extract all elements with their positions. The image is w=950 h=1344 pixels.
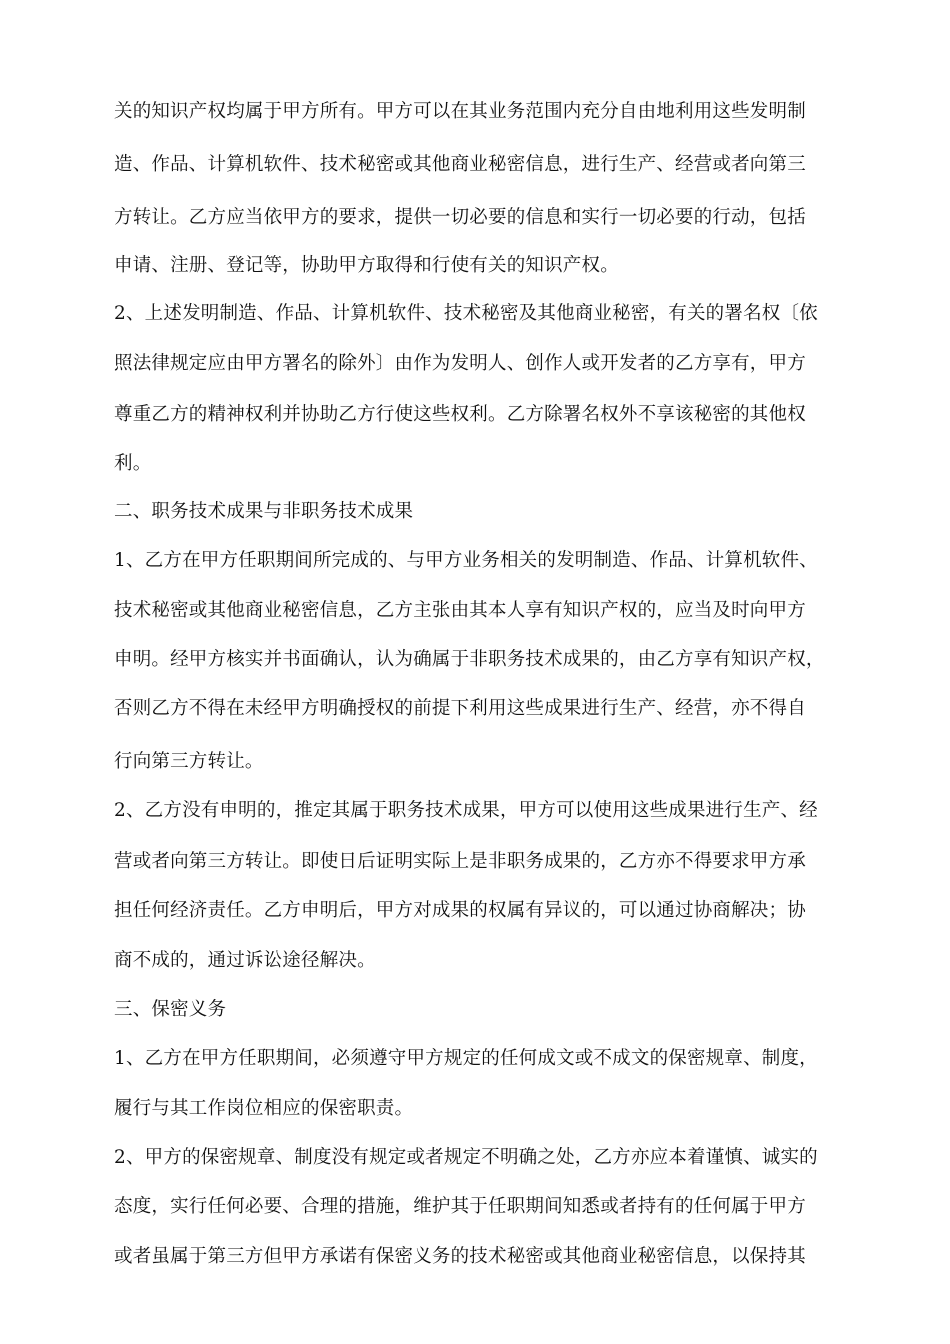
text-line: 利。 — [114, 453, 152, 474]
text-line: 2、乙方没有申明的，推定其属于职务技术成果，甲方可以使用这些成果进行生产、经 — [114, 800, 818, 821]
text-line: 方转让。乙方应当依甲方的要求，提供一切必要的信息和实行一切必要的行动，包括 — [114, 207, 806, 228]
text-line: 行向第三方转让。 — [114, 751, 264, 772]
text-line: 或者虽属于第三方但甲方承诺有保密义务的技术秘密或其他商业秘密信息，以保持其 — [114, 1246, 806, 1267]
section-heading: 三、保密义务 — [114, 999, 227, 1020]
text-line: 担任何经济责任。乙方申明后，甲方对成果的权属有异议的，可以通过协商解决；协 — [114, 900, 806, 921]
text-line: 造、作品、计算机软件、技术秘密或其他商业秘密信息，进行生产、经营或者向第三 — [114, 154, 806, 175]
text-line: 1、乙方在甲方任职期间所完成的、与甲方业务相关的发明制造、作品、计算机软件、 — [114, 550, 818, 571]
text-line: 照法律规定应由甲方署名的除外〕由作为发明人、创作人或开发者的乙方享有，甲方 — [114, 353, 806, 374]
text-line: 2、上述发明制造、作品、计算机软件、技术秘密及其他商业秘密，有关的署名权〔依 — [114, 303, 818, 324]
text-line: 营或者向第三方转让。即使日后证明实际上是非职务成果的，乙方亦不得要求甲方承 — [114, 851, 806, 872]
text-line: 尊重乙方的精神权利并协助乙方行使这些权利。乙方除署名权外不享该秘密的其他权 — [114, 404, 806, 425]
text-line: 商不成的，通过诉讼途径解决。 — [114, 950, 376, 971]
text-line: 关的知识产权均属于甲方所有。甲方可以在其业务范围内充分自由地利用这些发明制 — [114, 101, 806, 122]
text-line: 申明。经甲方核实并书面确认，认为确属于非职务技术成果的，由乙方享有知识产权， — [114, 649, 825, 670]
text-line: 态度，实行任何必要、合理的措施，维护其于任职期间知悉或者持有的任何属于甲方 — [114, 1196, 806, 1217]
text-line: 申请、注册、登记等，协助甲方取得和行使有关的知识产权。 — [114, 255, 619, 276]
section-heading: 二、职务技术成果与非职务技术成果 — [114, 501, 414, 522]
text-line: 2、甲方的保密规章、制度没有规定或者规定不明确之处，乙方亦应本着谨慎、诚实的 — [114, 1147, 818, 1168]
text-line: 技术秘密或其他商业秘密信息，乙方主张由其本人享有知识产权的，应当及时向甲方 — [114, 600, 806, 621]
text-line: 否则乙方不得在未经甲方明确授权的前提下利用这些成果进行生产、经营，亦不得自 — [114, 698, 806, 719]
text-line: 1、乙方在甲方任职期间，必须遵守甲方规定的任何成文或不成文的保密规章、制度， — [114, 1048, 818, 1069]
text-line: 履行与其工作岗位相应的保密职责。 — [114, 1098, 414, 1119]
